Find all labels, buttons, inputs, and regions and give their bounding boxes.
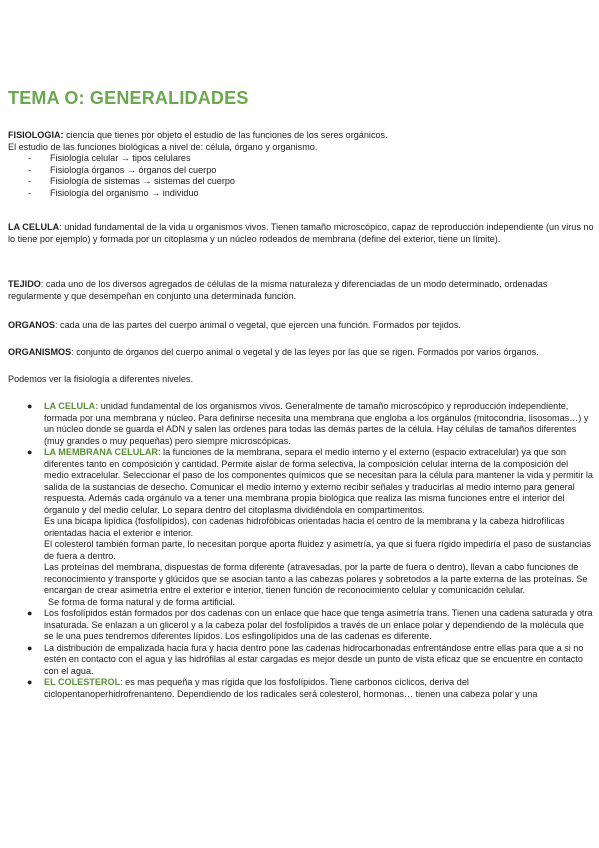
organismos-section — [8, 347, 595, 359]
bullet-membrana-text: : la funciones de la membrana, separa el medio interno y el externo (espacio extracelular) ya que son diferentes tanto en composición y cantidad. Permite aislar de forma selectiva, la composición celular interna de la composición del medio extracelular. Seleccionar el paso de los componentes químicos que se necesitan para la célula para mantener la vida y permitir la salida de la sustancias de desecho. Comunicar el medio interno y externo recibir señales y traducirlas al medio interno para general respuesta. Además cada orgánulo va a tener una membrana propia biológica que realiza las misma funciones entre el interior del órganulo y del medio celular. Lo separa dentro del citoplasma dividiéndola en compartimentos. — [44, 447, 593, 515]
organos-section — [8, 320, 595, 332]
organismos-text: : conjunto de órganos del cuerpo animal o vegetal y de las leyes por las que se rigen. Formados por varios órganos. — [71, 347, 539, 357]
bullet-icon: ● — [27, 447, 33, 457]
organos-term: ORGANOS — [8, 320, 55, 330]
bullet-membrana — [8, 447, 595, 516]
bullet-icon: ● — [27, 608, 33, 618]
bullet-celula-term: LA CELULA: — [44, 401, 99, 411]
organos-text: : cada una de las partes del cuerpo animal o vegetal, que ejercen una función. Formados por tejidos. — [55, 320, 461, 330]
fisiologia-item: - Fisiología del organismo → individuo — [8, 188, 595, 200]
bullet-icon: ● — [27, 642, 33, 653]
fisiologia-line2: El estudio de las funciones biológicas a nivel de: célula, órgano y organismo. — [8, 141, 318, 152]
bullet-list — [8, 401, 595, 700]
bullet-colesterol — [8, 677, 595, 700]
bullet-celula-text: unidad fundamental de los organismos vivos. Generalmente de tamaño microscópico y reproducción independiente, formada por una membrana y núcleo. Para definirse necesita una membrana que engloba a los orgánulos (mitocondria, lisosomas…) y un núcleo donde se guarda el ADN y salen las ordenes para todas las demás partes de la célula. Hay células de tamaños diferentes (muy grandes o muy pequeñas) pero siempre microscópicas. — [44, 401, 589, 446]
organismos-term: ORGANISMOS — [8, 347, 72, 357]
fisiologia-item: - Fisiología de sistemas → sistemas del cuerpo — [8, 176, 595, 188]
tejido-term: TEJIDO — [8, 279, 41, 289]
bullet-distribucion — [8, 643, 595, 678]
bullet-fosfolipidos — [8, 608, 595, 643]
bullet-membrana-term: LA MEMBRANA CELULAR — [44, 447, 158, 457]
fisiologia-term: FISIOLOGIA: — [8, 130, 64, 140]
membrana-paragraph: Se forma de forma natural y de forma artificial. — [48, 596, 236, 607]
bullet-celula — [8, 401, 595, 447]
fisiologia-text: ciencia que tienes por objeto el estudio de las funciones de los seres orgánicos. — [63, 130, 388, 140]
fisiologia-item: - Fisiología órganos → órganos del cuerpo — [8, 165, 595, 177]
document-title: TEMA O: GENERALIDADES — [8, 88, 249, 108]
celula-text: : unidad fundamental de la vida u organismos vivos. Tienen tamaño microscópico, capaz de reproducción independiente (un virus no lo tiene por ejemplo) y formada por un citoplasma y un núcleo rodeados de membrana (define del exterior, tiene un límite). — [8, 222, 594, 244]
bullet-icon: ● — [27, 401, 33, 411]
bullet-distribucion-text: La distribución de empalizada hacia fura y hacia dentro pone las cadenas hidrocarbonadas enfrentándose entre ellas para que a si no estén en contacto con el agua y las hidrófilas al estar cargadas es mejor desde un punto de vista eficaz que se encuentre en contacto con el agua. — [44, 642, 584, 676]
niveles-paragraph: Podemos ver la fisiología a diferentes niveles. — [8, 374, 194, 384]
membrana-paragraph: Las proteínas del membrana, dispuestas de forma diferente (atravesadas, por la parte de fuera o dentro), llevan a cabo funciones de reconocimiento y transporte y glúcidos que se asocian tanto a las cabezas polares y sobretodos a la parte externa de las proteínas. Se encargan de crear asimetría entre el exterior e interior, tienen función de reconocimiento celular y comunicación celular. — [44, 562, 588, 595]
tejido-section — [8, 279, 595, 302]
fisiologia-item: - Fisiología celular → tipos celulares — [8, 153, 595, 165]
bullet-colesterol-term: EL COLESTEROL — [44, 677, 121, 687]
celula-section — [8, 222, 595, 245]
bullet-colesterol-text: : es mas pequeña y mas rígida que los fosfolípidos. Tiene carbonos cíclicos, deriva del ciclopentanoperhidrofrenanteno. Dependiendo de los radicales será colesterol, hormonas… tienen una cabeza polar y una — [44, 677, 538, 699]
celula-term: LA CELULA — [8, 222, 60, 232]
membrana-paragraph: Es una bicapa lipídica (fosfolípidos), con cadenas hidrofóbicas orientadas hacia el centro de la membrana y la cabeza hidrofílicas orientadas hacia el exterior e interior. — [44, 516, 565, 538]
bullet-icon: ● — [27, 677, 33, 687]
bullet-fosfolipidos-text: Los fosfolípidos están formados por dos cadenas con un enlace que hace que tenga asimetría trans. Tienen una cadena saturada y otra insaturada. Se enlazan a un glicerol y a la cabeza polar del fosfolípidos a través de un enlace polar y dependiendo de la molécula que se le una pues tendremos diferentes lípidos. Los esfingolípidos una de las cadenas es diferente. — [44, 608, 593, 641]
membrana-paragraph: El colesterol también forman parte, lo necesitan porque aporta fluidez y asimetría, ya que si fuera rígido impediría el paso de sustancias de fuera a dentro. — [44, 539, 591, 561]
tejido-text: : cada uno de los diversos agregados de células de la misma naturaleza y diferenciadas de un modo determinado, ordenadas regularmente y que desempeñan en conjunto una determinada función. — [8, 279, 548, 301]
fisiologia-section — [8, 130, 595, 199]
